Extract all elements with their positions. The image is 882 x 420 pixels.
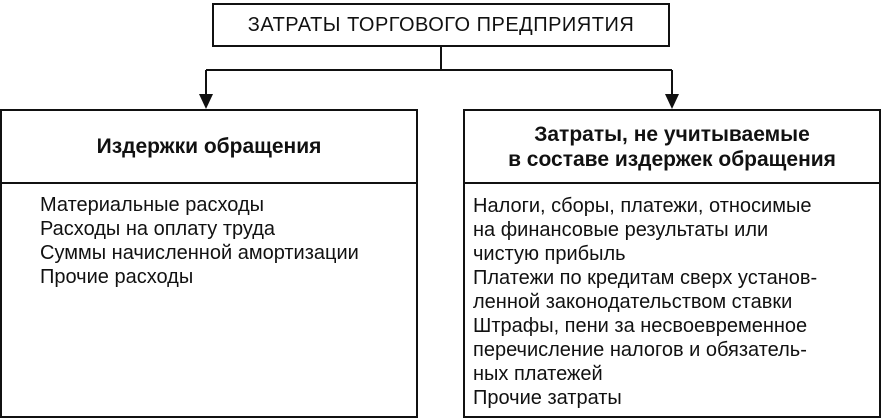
left-node bbox=[0, 109, 418, 418]
list-item: перечисление налогов и обязатель- bbox=[473, 339, 807, 361]
right-items-list bbox=[465, 184, 879, 410]
arrow-down-left-icon bbox=[199, 94, 213, 109]
root-node bbox=[212, 3, 670, 47]
list-item: Материальные расходы bbox=[40, 194, 264, 216]
list-item: Прочие расходы bbox=[40, 266, 194, 288]
list-item: Платежи по кредитам сверх установ- bbox=[473, 267, 818, 289]
list-item: Штрафы, пени за несвоевременное bbox=[473, 315, 808, 337]
arrow-down-right-icon bbox=[665, 94, 679, 109]
list-item: на финансовые результаты или bbox=[473, 219, 769, 241]
list-item: Налоги, сборы, платежи, относимые bbox=[473, 195, 812, 217]
list-item: Суммы начисленной амортизации bbox=[40, 242, 359, 264]
right-heading bbox=[465, 111, 879, 184]
left-items-list bbox=[2, 184, 416, 289]
list-item: Прочие затраты bbox=[473, 387, 622, 409]
right-heading-line: в составе издержек обращения bbox=[508, 147, 836, 171]
list-item: ленной законодательством ставки bbox=[473, 291, 793, 313]
right-node bbox=[463, 109, 881, 418]
list-item: чистую прибыль bbox=[473, 243, 626, 265]
list-item: Расходы на оплату труда bbox=[40, 218, 276, 240]
list-item: ных платежей bbox=[473, 363, 603, 385]
root-label: ЗАТРАТЫ ТОРГОВОГО ПРЕДПРИЯТИЯ bbox=[247, 13, 635, 36]
left-heading-text: Издержки обращения bbox=[96, 134, 322, 158]
left-heading bbox=[2, 111, 416, 184]
right-heading-line: Затраты, не учитываемые bbox=[534, 122, 810, 146]
